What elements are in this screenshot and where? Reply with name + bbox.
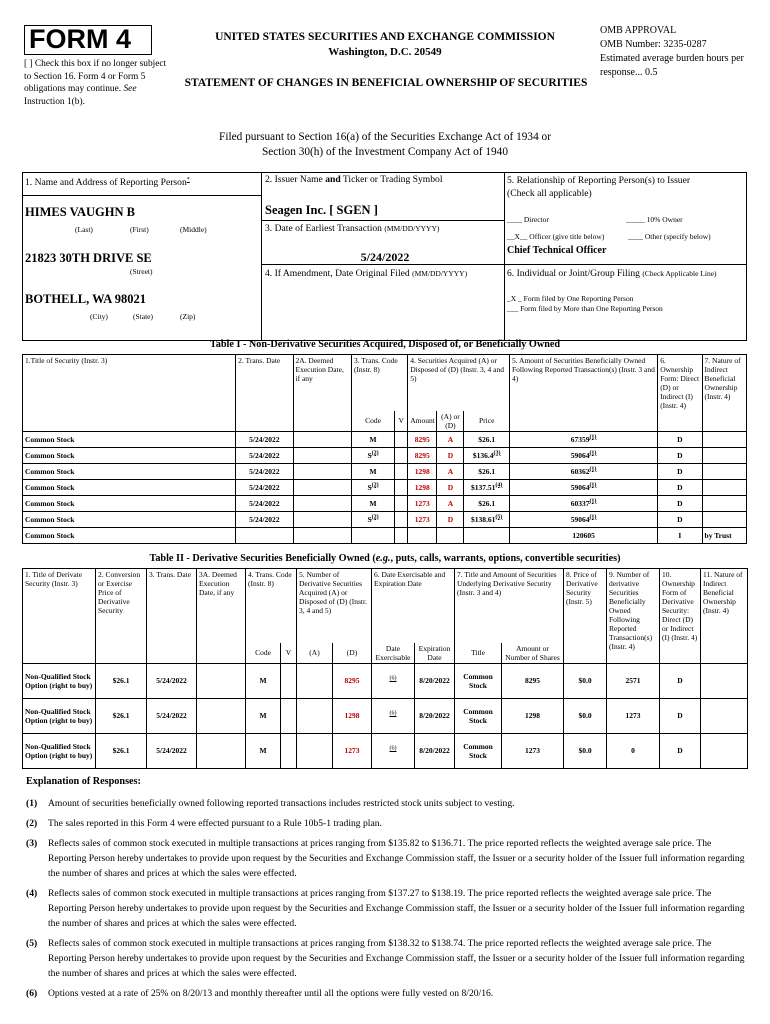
ownership-form: D [658,463,702,479]
owned-following [509,495,657,511]
price [464,431,509,447]
footnote-text: Reflects sales of common stock executed in multiple transactions at prices ranging from $138.32 to $138.74. The price reported reflects the weighted average sale price. The Reporting Person hereby undertakes to provide upon request by the Securities and Exchange Commission staff, the Issuer or a security holder of the Issuer full information regarding the number of shares and prices at which the sales were effected. [48,938,745,979]
acquired-a [297,733,333,768]
deemed-date [197,698,246,733]
table2-title-eg: e.g. [375,553,391,564]
footnote [26,836,746,881]
table2-header-row [23,569,748,643]
t2-h-deemed: 3A. Deemed Execution Date, if any [197,569,246,664]
t2-h-owned: 9. Number of derivative Securities Beneficially Owned Following Reported Transaction(s) (Instr. 4) [607,569,660,664]
footnote-number: (3) [26,838,38,849]
box5-label-text: 5. Relationship of Reporting Person(s) to Issuer [507,175,691,186]
city-state-zip: BOTHELL, WA 98021 [25,292,146,306]
box2-label-and: and [325,174,341,185]
price [464,463,509,479]
table-row [23,479,747,495]
box-grid-top [22,172,747,173]
table2-title [0,553,770,564]
t2-h-conversion: 2. Conversion or Exercise Price of Derivative Security [96,569,147,664]
ownership-form: D [660,663,701,698]
conversion-price: $26.1 [96,663,147,698]
price [464,447,509,463]
owned-following-value: 120605 [572,530,595,540]
derivative-price: $0.0 [564,698,607,733]
box6-label-paren: (Check Applicable Line) [642,269,717,278]
footnote-number: (1) [26,798,38,809]
deemed-date [293,511,351,527]
amount: 1298 [408,463,437,479]
price-footnote: (3) [493,450,501,456]
ownership-form: D [658,495,702,511]
nature-of-ownership [701,733,748,768]
v-flag [281,733,297,768]
ten-percent-owner-checkbox[interactable]: _____ 10% Owner [626,215,683,224]
transaction-date: 5/24/2022 [147,698,197,733]
footnote [26,816,746,831]
transaction-date: 5/24/2022 [236,431,293,447]
table1-header-row [23,355,747,411]
deemed-date [293,463,351,479]
expiration-date: 8/20/2022 [415,698,455,733]
t2-sub-title: Title [455,643,502,664]
derivative-price: $0.0 [564,663,607,698]
transaction-date [236,527,293,543]
transaction-date: 5/24/2022 [147,663,197,698]
security-title: Common Stock [23,479,236,495]
code-footnote: (2) [371,482,379,488]
owned-following [509,447,657,463]
deemed-date [293,431,351,447]
check-box-notice [24,58,174,108]
t2-h-underlying: 7. Title and Amount of Securities Underlying Derivative Security (Instr. 3 and 4) [455,569,564,643]
transaction-code [351,463,394,479]
owned-following-value: 67359 [570,434,590,444]
transaction-code [351,527,394,543]
date-exercisable [372,663,415,698]
form-title-box [24,25,152,55]
box-grid-left [22,172,23,341]
t1-h-code: 3. Trans. Code (Instr. 8) [351,355,407,411]
state-label: (State) [133,312,153,321]
acquired-a [297,663,333,698]
city-label: (City) [90,312,108,321]
price-value: $136.4 [472,450,494,460]
v-flag [281,663,297,698]
owned-footnote: (1) [589,498,597,504]
owned-following [509,479,657,495]
owned-footnote: (1) [589,450,597,456]
nature-of-ownership [702,479,746,495]
owned-following [509,431,657,447]
amount: 8295 [408,447,437,463]
transaction-date: 5/24/2022 [236,463,293,479]
earliest-transaction-date: 5/24/2022 [360,250,410,264]
t1-h-owned: 5. Amount of Securities Beneficially Owned Following Reported Transaction(s) (Instr. 3 and 4) [509,355,657,432]
owned-footnote: (1) [589,466,597,472]
acquired-disposed: D [437,479,464,495]
price-footnote: (5) [495,514,503,520]
box1-rule [22,195,262,196]
footnote [26,796,746,811]
t2-h-price: 8. Price of Derivative Security (Instr. 5) [564,569,607,664]
owned-following-value: 60362 [570,466,590,476]
transaction-code-value: S [367,482,372,492]
footnote-number: (5) [26,938,38,949]
nature-of-ownership [702,447,746,463]
owned-footnote: (1) [589,514,597,520]
derivative-title: Non-Qualified Stock Option (right to buy) [23,663,96,698]
price-footnote: (4) [495,482,503,488]
last-label: (Last) [75,225,93,234]
first-label: (First) [130,225,149,234]
box1-label [25,177,190,188]
footnote-text: Options vested at a rate of 25% on 8/20/13 and monthly thereafter until all the options were fully vested on 8/20/16. [48,988,494,999]
t2-h-form: 10. Ownership Form of Derivative Security: Direct (D) or Indirect (I) (Instr. 4) [660,569,701,664]
table-row [23,698,748,733]
footnote-text: Reflects sales of common stock executed in multiple transactions at prices ranging from $137.27 to $138.19. The price reported reflects the weighted average sale price. The Reporting Person hereby undertakes to provide upon request by the Securities and Exchange Commission staff, the Issuer or a security holder of the Issuer full information regarding the number of shares and prices at which the sales were effected. [48,888,745,929]
exercisable-footnote: (6) [389,745,397,752]
derivative-price: $0.0 [564,733,607,768]
price-value: $137.51 [471,482,496,492]
box3-label [265,223,439,234]
disposed-d: 1298 [333,698,372,733]
transaction-code [351,431,394,447]
t1-sub-price: Price [464,411,509,432]
owned-following-value: 59064 [570,514,590,524]
security-title: Common Stock [23,495,236,511]
box2-label-post: Ticker or Trading Symbol [340,174,443,185]
table-row [23,733,748,768]
expiration-date: 8/20/2022 [415,733,455,768]
table1-title: Table I - Non-Derivative Securities Acquired, Disposed of, or Beneficially Owned [209,339,561,350]
table-row [23,431,747,447]
deemed-date [293,495,351,511]
filed-pursuant-line-1: Filed pursuant to Section 16(a) of the Securities Exchange Act of 1934 or [219,131,551,143]
box-divider-1 [261,172,262,341]
box3-label-text: 3. Date of Earliest Transaction [265,223,382,234]
acquired-disposed: A [437,495,464,511]
amount: 1298 [408,479,437,495]
underlying-title: Common Stock [455,733,502,768]
deemed-date [197,663,246,698]
one-person-filing-option[interactable]: _X _ Form filed by One Reporting Person [507,294,634,303]
owned-following-value: 59064 [570,482,590,492]
underlying-amount: 1298 [502,698,564,733]
t2-h-nature: 11. Nature of Indirect Beneficial Ownership (Instr. 4) [701,569,748,664]
acquired-disposed [437,527,464,543]
box2-rule [261,220,505,221]
footnote-number: (4) [26,888,38,899]
v-flag [395,527,408,543]
ownership-form: D [658,431,702,447]
derivatives-owned: 0 [607,733,660,768]
owned-following [509,463,657,479]
code-footnote: (2) [371,514,379,520]
transaction-code-value: M [369,434,377,444]
form-title: FORM 4 [29,24,132,54]
table-row [23,495,747,511]
owned-footnote: (1) [589,482,597,488]
conversion-price: $26.1 [96,733,147,768]
box4-label-text: 4. If Amendment, Date Original Filed [265,268,410,279]
t2-h-exercisable: 6. Date Exercisable and Expiration Date [372,569,455,643]
box2-label [265,174,443,185]
omb-burden: Estimated average burden hours per response... 0.5 [600,53,744,78]
transaction-code: M [246,663,281,698]
ownership-form: D [658,511,702,527]
transaction-date: 5/24/2022 [236,447,293,463]
other-checkbox[interactable]: ____ Other (specify below) [628,232,711,241]
footnote-number: (2) [26,818,38,829]
check-box-text[interactable]: [ ] Check this box if no longer subject to Section 16. Form 4 or Form 5 obligations may continue. [24,59,167,94]
price-value: $26.1 [478,466,496,476]
owned-following-value: 60337 [570,498,590,508]
security-title: Common Stock [23,431,236,447]
v-flag [395,511,408,527]
table2-title-pre: Table II - Derivative Securities Beneficially Owned ( [149,553,376,564]
zip-label: (Zip) [180,312,196,321]
officer-checkbox[interactable]: __X__ Officer (give title below) [507,232,605,241]
owned-following [509,511,657,527]
omb-number: OMB Number: 3235-0287 [600,39,707,50]
box1-label-text: 1. Name and Address of Reporting Person [25,177,187,188]
t2-h-title: 1. Title of Derivate Security (Instr. 3) [23,569,96,664]
acquired-disposed: A [437,431,464,447]
director-checkbox[interactable]: ____ Director [507,215,549,224]
price-value: $26.1 [478,498,496,508]
table-row [23,447,747,463]
disposed-d: 8295 [333,663,372,698]
acquired-disposed: D [437,511,464,527]
table-row [23,663,748,698]
underlying-title: Common Stock [455,663,502,698]
t1-h-title: 1.Title of Security (Instr. 3) [23,355,236,432]
nature-of-ownership [702,511,746,527]
deemed-date [293,447,351,463]
table-row [23,511,747,527]
agency-city: Washington, D.C. 20549 [328,46,442,58]
reporting-person-name: HIMES VAUGHN B [25,205,135,219]
exercisable-footnote: (6) [389,710,397,717]
transaction-code: M [246,733,281,768]
footnote-number: (6) [26,988,38,999]
transaction-code-value: M [369,466,377,476]
deemed-date [197,733,246,768]
owned-following [509,527,657,543]
box4-label-fmt: (MM/DD/YYYY) [412,269,468,278]
t2-sub-code: Code [246,643,281,664]
ownership-form: D [658,479,702,495]
transaction-code-value: S [367,450,372,460]
box6-label [507,268,717,279]
transaction-date: 5/24/2022 [147,733,197,768]
filed-pursuant-line-2: Section 30(h) of the Investment Company Act of 1940 [262,146,508,158]
transaction-date: 5/24/2022 [236,511,293,527]
derivatives-owned: 2571 [607,663,660,698]
t2-h-code: 4. Trans. Code (Instr. 8) [246,569,297,643]
box2-label-pre: 2. Issuer Name [265,174,326,185]
derivative-table [22,568,748,769]
conversion-price: $26.1 [96,698,147,733]
transaction-code [351,479,394,495]
price [464,479,509,495]
t2-h-date: 3. Trans. Date [147,569,197,664]
t1-h-acquired: 4. Securities Acquired (A) or Disposed of (D) (Instr. 3, 4 and 5) [408,355,510,411]
v-flag [395,447,408,463]
security-title: Common Stock [23,527,236,543]
footnote [26,886,746,931]
multiple-person-filing-option[interactable]: ___ Form filed by More than One Reporting Person [507,304,663,313]
t2-sub-d: (D) [333,643,372,664]
t2-h-number: 5. Number of Derivative Securities Acquired (A) or Disposed of (D) (Instr. 3, 4 and 5) [297,569,372,643]
box6-label-text: 6. Individual or Joint/Group Filing [507,268,640,279]
t2-sub-a: (A) [297,643,333,664]
price [464,527,509,543]
date-exercisable [372,733,415,768]
derivative-title: Non-Qualified Stock Option (right to buy) [23,733,96,768]
nature-of-ownership: by Trust [702,527,746,543]
disposed-d: 1273 [333,733,372,768]
box5-label [507,174,745,200]
underlying-amount: 8295 [502,663,564,698]
explanation-notes [26,796,746,1006]
table-row [23,463,747,479]
ownership-form: D [660,733,701,768]
footnote-text: Amount of securities beneficially owned following reported transactions includes restricted stock units subject to vesting. [48,798,515,809]
nature-of-ownership [701,698,748,733]
nature-of-ownership [702,495,746,511]
owned-footnote: (1) [589,434,597,440]
non-derivative-table [22,354,747,544]
agency-name: UNITED STATES SECURITIES AND EXCHANGE COMMISSION [215,31,555,43]
deemed-date [293,479,351,495]
transaction-date: 5/24/2022 [236,495,293,511]
t2-sub-date-ex: Date Exercisable [372,643,415,664]
transaction-code [351,511,394,527]
explanation-title: Explanation of Responses: [26,776,141,787]
ownership-form: D [658,447,702,463]
v-flag [395,495,408,511]
deemed-date [293,527,351,543]
underlying-title: Common Stock [455,698,502,733]
transaction-code [351,447,394,463]
officer-title: Chief Technical Officer [507,245,607,256]
table2-title-post: , puts, calls, warrants, options, convertible securities) [390,553,621,564]
price [464,495,509,511]
t1-sub-aord: (A) or (D) [437,411,464,432]
v-flag [395,479,408,495]
transaction-code-value: M [369,498,377,508]
transaction-code-value: S [367,514,372,524]
table-row [23,527,747,543]
expiration-date: 8/20/2022 [415,663,455,698]
ownership-form: I [658,527,702,543]
street-address: 21823 30TH DRIVE SE [25,251,152,265]
footnote-text: Reflects sales of common stock executed in multiple transactions at prices ranging from $135.82 to $136.71. The price reported reflects the weighted average sale price. The Reporting Person hereby undertakes to provide upon request by the Securities and Exchange Commission staff, the Issuer or a security holder of the Issuer full information regarding the number of shares and prices at which the sales were effected. [48,838,745,879]
t1-h-deemed: 2A. Deemed Execution Date, if any [293,355,351,432]
omb-box [600,24,750,80]
exercisable-footnote: (6) [389,675,397,682]
price-value: $26.1 [478,434,496,444]
footnote [26,986,746,1001]
security-title: Common Stock [23,511,236,527]
owned-following-value: 59064 [570,450,590,460]
box-grid-right [746,172,747,341]
nature-of-ownership [702,431,746,447]
code-footnote: (2) [371,450,379,456]
amount: 8295 [408,431,437,447]
derivatives-owned: 1273 [607,698,660,733]
amount [408,527,437,543]
ownership-form: D [660,698,701,733]
t1-sub-code: Code [351,411,394,432]
filed-pursuant [0,130,770,160]
footnote-text: The sales reported in this Form 4 were effected pursuant to a Rule 10b5-1 trading plan. [48,818,382,829]
amount: 1273 [408,495,437,511]
t1-h-form: 6. Ownership Form: Direct (D) or Indirect (I) (Instr. 4) [658,355,702,432]
t2-sub-exp: Expiration Date [415,643,455,664]
date-exercisable [372,698,415,733]
acquired-disposed: A [437,463,464,479]
nature-of-ownership [701,663,748,698]
t1-h-date: 2. Trans. Date [236,355,293,432]
acquired-a [297,698,333,733]
security-title: Common Stock [23,463,236,479]
transaction-code [351,495,394,511]
t2-sub-amount: Amount or Number of Shares [502,643,564,664]
t2-sub-v: V [281,643,297,664]
statement-title: STATEMENT OF CHANGES IN BENEFICIAL OWNERSHIP OF SECURITIES [184,77,588,89]
street-label: (Street) [130,267,153,276]
transaction-code: M [246,698,281,733]
v-flag [281,698,297,733]
box1-label-ref: * [186,176,190,183]
security-title: Common Stock [23,447,236,463]
price [464,511,509,527]
v-flag [395,431,408,447]
omb-approval: OMB APPROVAL [600,25,677,36]
instruction-ref: Instruction 1(b). [24,96,85,107]
transaction-date: 5/24/2022 [236,479,293,495]
see-instruction: See [123,84,137,94]
v-flag [395,463,408,479]
amount: 1273 [408,511,437,527]
derivative-title: Non-Qualified Stock Option (right to buy) [23,698,96,733]
issuer-name: Seagen Inc. [ SGEN ] [265,203,378,217]
t1-h-nature: 7. Nature of Indirect Beneficial Ownership (Instr. 4) [702,355,746,432]
price-value: $138.61 [471,514,496,524]
middle-label: (Middle) [180,225,207,234]
box5-label-sub: (Check all applicable) [507,188,592,199]
underlying-amount: 1273 [502,733,564,768]
box3-label-fmt: (MM/DD/YYYY) [384,224,440,233]
box4-label [265,268,467,279]
t1-sub-v: V [395,411,408,432]
t1-sub-amount: Amount [408,411,437,432]
acquired-disposed: D [437,447,464,463]
footnote [26,936,746,981]
nature-of-ownership [702,463,746,479]
